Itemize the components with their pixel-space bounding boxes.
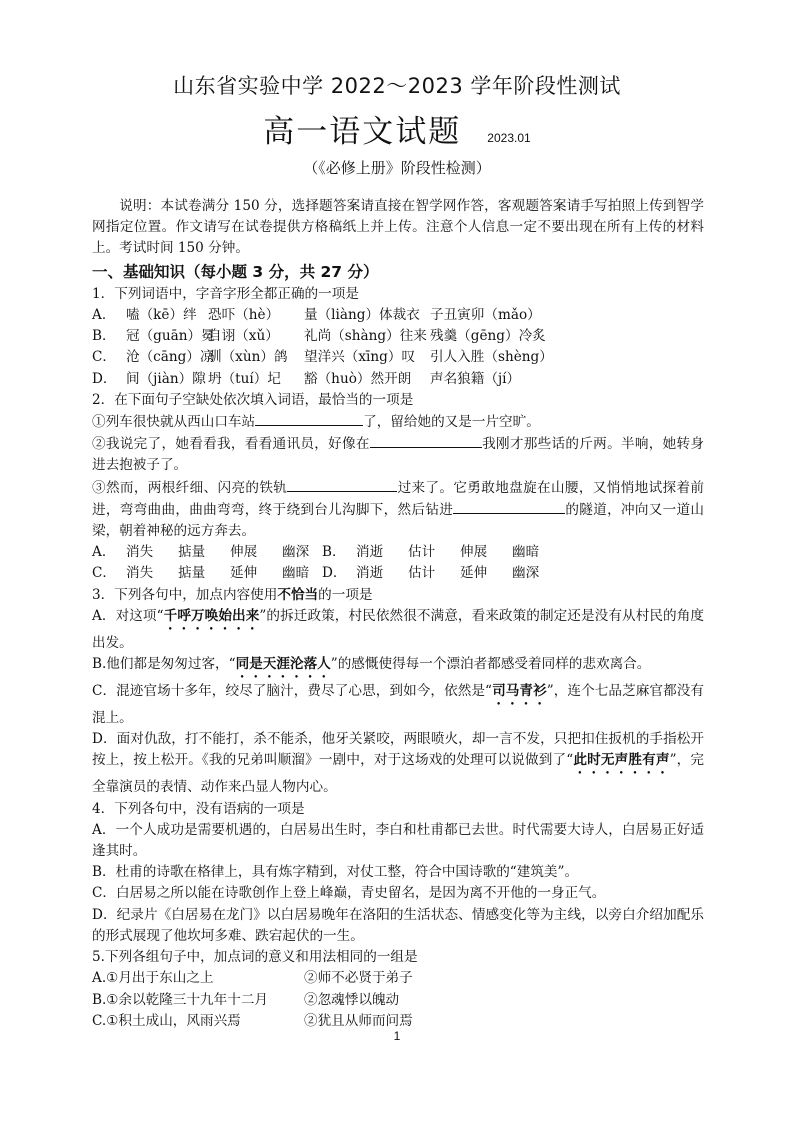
question-1-stem: 1．下列词语中，字音字形全都正确的一项是 bbox=[92, 285, 359, 302]
question-2-stem: 2．在下面句子空缺处依次填入词语，最恰当的一项是 bbox=[92, 391, 414, 408]
question-5-option-a: A.①月出于东山之上 ②师不必贤于弟子 bbox=[92, 970, 413, 987]
question-2-options-ab: A． 消失 掂量 伸展 幽深 B． 消逝 估计 伸展 幽暗 bbox=[92, 544, 540, 561]
question-1-option-a: A． 嗑（kē）绊 恐吓（hè） 量（liàng）体裁衣 子丑寅卯（mǎo） bbox=[92, 307, 541, 324]
question-5-option-b: B.①余以乾隆三十九年十二月 ②忽魂悸以魄动 bbox=[92, 991, 400, 1008]
question-2-sentence-3: ③然而，两根纤细、闪亮的铁轨 过来了。它勇敢地盘旋在山腰，又悄悄地试探着前进，弯弯曲曲，曲曲弯弯，终于绕到台儿沟脚下，然后钻进 的隧道，冲向又一道山梁，朝着神秘的远方奔去。 bbox=[92, 477, 704, 543]
question-4-option-c: C．白居易之所以能在诗歌创作上登上峰巅，青史留名，是因为离不开他的一身正气。 bbox=[92, 885, 606, 902]
question-5-stem: 5.下列各组句子中，加点词的意义和用法相同的一组是 bbox=[92, 949, 418, 966]
question-5-option-c: C.①积土成山，风雨兴焉 ②犹且从师而问焉 bbox=[92, 1012, 413, 1029]
answer-blank bbox=[370, 433, 482, 448]
question-4-option-b: B．杜甫的诗歌在格律上，具有炼字精到，对仗工整，符合中国诗歌的“建筑美”。 bbox=[92, 864, 579, 881]
instructions: 说明：本试卷满分 150 分，选择题答案请直接在智学网作答，客观题答案请手写拍照上传到智学网指定位置。作文请写在试卷提供方格稿纸上并上传。注意个人信息一定不要出现在所有上传的材料上。考试时间 150 分钟。 bbox=[92, 198, 704, 257]
question-3-option-d: D．面对仇敌，打不能打，杀不能杀，他牙关紧咬，两眼喷火，却一言不发，只把扣住扳机的手指松开按上，按上松开。《我的兄弟叫顺溜》一剧中，对于这场戏的处理可以说做到了“此时无声胜有声”，完全靠演员的表情、动作来凸显人物内心。 bbox=[92, 731, 705, 796]
question-3-stem: 3．下列各句中，加点内容使用不恰当的一项是 bbox=[92, 586, 373, 603]
section-heading: 一、基础知识（每小题 3 分，共 27 分） bbox=[92, 262, 379, 281]
question-3-option-a: A．对这项“千呼万唤始出来”的拆迁政策，村民依然很不满意，看来政策的制定还是没有从村民的角度出发。 bbox=[92, 607, 704, 651]
exam-subtitle: （《必修上册》阶段性检测） bbox=[303, 159, 491, 177]
question-3-option-b: B.他们都是匆匆过客，“同是天涯沦落人”的感慨使得每一个漂泊者都感受着同样的悲欢离合。 bbox=[92, 656, 651, 673]
question-2-sentence-1: ①列车很快就从西山口车站 了，留给她的又是一片空旷。 bbox=[92, 411, 704, 433]
question-4-option-d: D．纪录片《白居易在龙门》以白居易晚年在洛阳的生活状态、情感变化等为主线，以旁白介绍加配乐的形式展现了他坎坷多难、跌宕起伏的一生。 bbox=[92, 906, 704, 944]
exam-date: 2023.01 bbox=[487, 130, 531, 145]
question-3-option-c: C．混迹官场十多年，绞尽了脑汁，费尽了心思，到如今，依然是“司马青衫”，连个七品芝麻官都没有混上。 bbox=[92, 683, 705, 727]
question-2-sentence-2: ②我说完了，她看看我，看看通讯员，好像在 我刚才那些话的斤两。半响，她转身进去抱被子了。 bbox=[92, 433, 704, 476]
exam-main-title: 高一语文试题 bbox=[263, 114, 462, 150]
question-4-option-a: A．一个人成功是需要机遇的，白居易出生时，李白和杜甫都已去世。时代需要大诗人，白居易正好适逢其时。 bbox=[92, 821, 704, 860]
question-1-option-b: B． 冠（guān）冕自诩（xǔ） 礼尚（shàng）往来 残羹（gēng）冷炙 bbox=[92, 328, 546, 345]
exam-main-title-row bbox=[0, 106, 794, 151]
answer-blank bbox=[453, 499, 565, 514]
question-1-option-d: D． 间（jiàn）隙 坍（tuí）圮 豁（huò）然开朗 声名狼籍（jí） bbox=[92, 370, 521, 387]
question-4-stem: 4．下列各句中，没有语病的一项是 bbox=[92, 800, 305, 817]
exam-school-title: 山东省实验中学 2022～2023 学年阶段性测试 bbox=[173, 74, 621, 98]
answer-blank bbox=[287, 477, 397, 492]
answer-blank bbox=[255, 411, 363, 426]
question-2-options-cd: C． 消失 掂量 延伸 幽暗 D． 消逝 估计 延伸 幽深 bbox=[92, 565, 540, 582]
question-1-option-c: C． 沧（cāng）凉驯（xùn）鸽 望洋兴（xīng）叹 引人入胜（shèng） bbox=[92, 349, 553, 366]
page-number: 1 bbox=[393, 1029, 401, 1043]
exam-body bbox=[92, 196, 704, 1032]
